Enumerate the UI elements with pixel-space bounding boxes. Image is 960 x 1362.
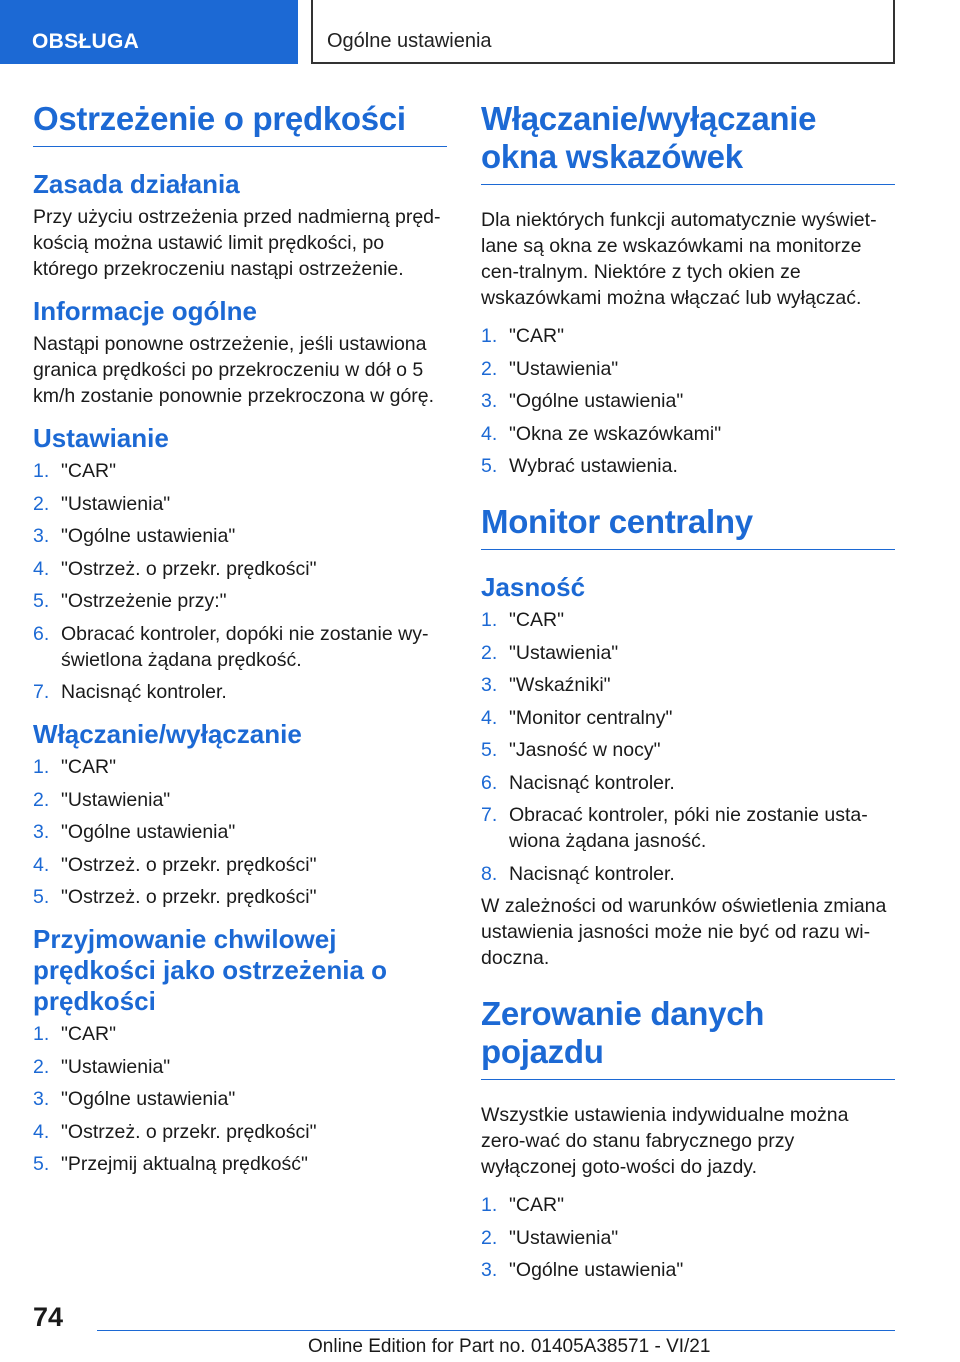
step-text: "Ustawienia" (509, 1226, 619, 1249)
list-item (33, 491, 447, 517)
list-item (481, 737, 895, 763)
list-item (33, 787, 447, 813)
list-item (33, 621, 447, 673)
step-number: 8. (481, 862, 498, 885)
title-hint-windows: Włączanie/wyłączanie okna wskazówek (481, 100, 895, 185)
title-speed-warning: Ostrzeżenie o prędkości (33, 100, 447, 147)
left-column (33, 100, 447, 1184)
list-item (33, 884, 447, 910)
right-column (481, 100, 895, 1290)
step-number: 4. (33, 853, 50, 876)
step-number: 7. (481, 804, 498, 826)
text-hint-windows: Dla niektórych funkcji automatycznie wyświet-lane są okna ze wskazówkami na monitorze cen-tralnym. Niektóre z tych okien ze wskazówkami można włączać lub wyłączać. (481, 209, 877, 309)
steps-accept-speed (33, 1021, 447, 1177)
step-text: "Ustawienia" (61, 1055, 171, 1078)
step-number: 4. (481, 422, 498, 445)
steps-setting (33, 458, 447, 705)
step-text: "Ogólne ustawienia" (61, 821, 236, 843)
step-text: "Ostrzeż. o przekr. prędkości" (61, 1120, 317, 1143)
list-item (33, 1054, 447, 1080)
heading-accept-speed: Przyjmowanie chwilowej prędkości jako ostrzeżenia o prędkości (33, 924, 388, 1016)
list-item (33, 1119, 447, 1145)
list-item (481, 802, 895, 854)
list-item (481, 705, 895, 731)
list-item (33, 852, 447, 878)
list-item (481, 607, 895, 633)
step-text: "CAR" (61, 756, 117, 778)
step-text: Nacisnąć kontroler. (61, 681, 227, 703)
step-number: 5. (33, 1153, 50, 1175)
heading-brightness: Jasność (481, 572, 586, 602)
step-text: "Ogólne ustawienia" (509, 390, 684, 412)
steps-brightness (481, 607, 895, 887)
footer-divider (97, 1330, 895, 1331)
step-text: "Ustawienia" (509, 357, 619, 380)
step-text: "Ogólne ustawienia" (61, 525, 236, 547)
chapter-title: Ogólne ustawienia (311, 0, 895, 64)
step-text: "Jasność w nocy" (509, 739, 661, 761)
step-text: "Monitor centralny" (509, 706, 673, 729)
step-text: "Ostrzeż. o przekr. prędkości" (61, 853, 317, 876)
step-text: "CAR" (509, 1194, 565, 1216)
step-text: "Ustawienia" (61, 788, 171, 811)
list-item (481, 770, 895, 796)
steps-on-off (33, 754, 447, 910)
list-item (481, 861, 895, 887)
step-text: Nacisnąć kontroler. (509, 862, 675, 885)
section-tab[interactable]: OBSŁUGA (0, 0, 298, 64)
step-text: "CAR" (509, 609, 565, 631)
step-number: 4. (33, 1120, 50, 1143)
list-item (33, 1151, 447, 1177)
text-reset-vehicle-data: Wszystkie ustawienia indywidualne można zero-wać do stanu fabrycznego przy wyłączonej goto-wości do jazdy. (481, 1104, 849, 1178)
step-number: 1. (33, 756, 50, 778)
step-number: 1. (481, 1194, 498, 1216)
step-number: 1. (33, 460, 50, 482)
step-text: Obracać kontroler, póki nie zostanie usta-wiona żądana jasność. (509, 804, 868, 852)
title-reset-vehicle-data: Zerowanie danych pojazdu (481, 995, 895, 1080)
step-number: 5. (481, 739, 498, 761)
heading-setting: Ustawianie (33, 423, 169, 453)
text-general-info: Nastąpi ponowne ostrzeżenie, jeśli ustawiona granica prędkości po przekroczeniu w dół o 5 km/h zostanie ponownie przekroczona w górę. (33, 333, 435, 407)
step-number: 2. (33, 492, 50, 515)
step-number: 7. (33, 681, 50, 703)
heading-principle: Zasada działania (33, 169, 240, 199)
steps-hint-windows (481, 323, 895, 479)
step-number: 2. (33, 788, 50, 811)
list-item (33, 458, 447, 484)
step-text: "Przejmij aktualną prędkość" (61, 1153, 308, 1175)
list-item (481, 1225, 895, 1251)
step-number: 4. (481, 706, 498, 729)
list-item (481, 672, 895, 698)
list-item (33, 819, 447, 845)
step-number: 2. (481, 641, 498, 664)
page-header (0, 0, 960, 66)
step-text: "Wskaźniki" (509, 674, 611, 696)
step-number: 4. (33, 557, 50, 580)
list-item (481, 421, 895, 447)
step-number: 3. (481, 390, 498, 412)
step-number: 3. (481, 1259, 498, 1281)
text-principle: Przy użyciu ostrzeżenia przed nadmierną pręd-kością można ustawić limit prędkości, po którego przekroczeniu nastąpi ostrzeżenie. (33, 206, 441, 280)
step-number: 3. (33, 821, 50, 843)
list-item (481, 388, 895, 414)
step-text: "CAR" (61, 460, 117, 482)
list-item (481, 323, 895, 349)
list-item (33, 1086, 447, 1112)
step-text: "Ostrzeżenie przy:" (61, 590, 227, 612)
list-item (33, 754, 447, 780)
list-item (481, 1257, 895, 1283)
step-text: Nacisnąć kontroler. (509, 771, 675, 794)
step-number: 5. (481, 455, 498, 477)
step-text: "Ustawienia" (509, 641, 619, 664)
step-number: 2. (481, 357, 498, 380)
step-number: 2. (481, 1226, 498, 1249)
step-text: Obracać kontroler, dopóki nie zostanie wy-świetlona żądana prędkość. (61, 622, 429, 671)
page-number: 74 (33, 1302, 64, 1332)
step-number: 1. (481, 325, 498, 347)
step-number: 3. (33, 1088, 50, 1110)
list-item (33, 588, 447, 614)
step-text: "Ogólne ustawienia" (509, 1259, 684, 1281)
step-number: 1. (481, 609, 498, 631)
list-item (481, 356, 895, 382)
text-brightness-note: W zależności od warunków oświetlenia zmiana ustawienia jasności może nie być od razu wi-doczna. (481, 895, 887, 969)
list-item (33, 523, 447, 549)
step-number: 2. (33, 1055, 50, 1078)
title-central-monitor: Monitor centralny (481, 503, 895, 550)
list-item (33, 679, 447, 705)
step-number: 5. (33, 886, 50, 908)
step-number: 6. (33, 622, 50, 645)
footer-edition: Online Edition for Part no. 01405A38571 - VI/21 (308, 1336, 711, 1357)
step-text: "Ostrzeż. o przekr. prędkości" (61, 557, 317, 580)
step-text: "CAR" (509, 325, 565, 347)
list-item (481, 1192, 895, 1218)
step-number: 5. (33, 590, 50, 612)
step-number: 3. (33, 525, 50, 547)
step-number: 1. (33, 1023, 50, 1045)
step-number: 6. (481, 771, 498, 794)
step-number: 3. (481, 674, 498, 696)
step-text: "Ustawienia" (61, 492, 171, 515)
steps-reset (481, 1192, 895, 1283)
list-item (481, 640, 895, 666)
list-item (481, 453, 895, 479)
step-text: "Ostrzeż. o przekr. prędkości" (61, 886, 317, 908)
step-text: "Ogólne ustawienia" (61, 1088, 236, 1110)
step-text: "Okna ze wskazówkami" (509, 422, 722, 445)
list-item (33, 1021, 447, 1047)
step-text: Wybrać ustawienia. (509, 455, 678, 477)
step-text: "CAR" (61, 1023, 117, 1045)
list-item (33, 556, 447, 582)
heading-general-info: Informacje ogólne (33, 296, 257, 326)
heading-on-off: Włączanie/wyłączanie (33, 719, 302, 749)
